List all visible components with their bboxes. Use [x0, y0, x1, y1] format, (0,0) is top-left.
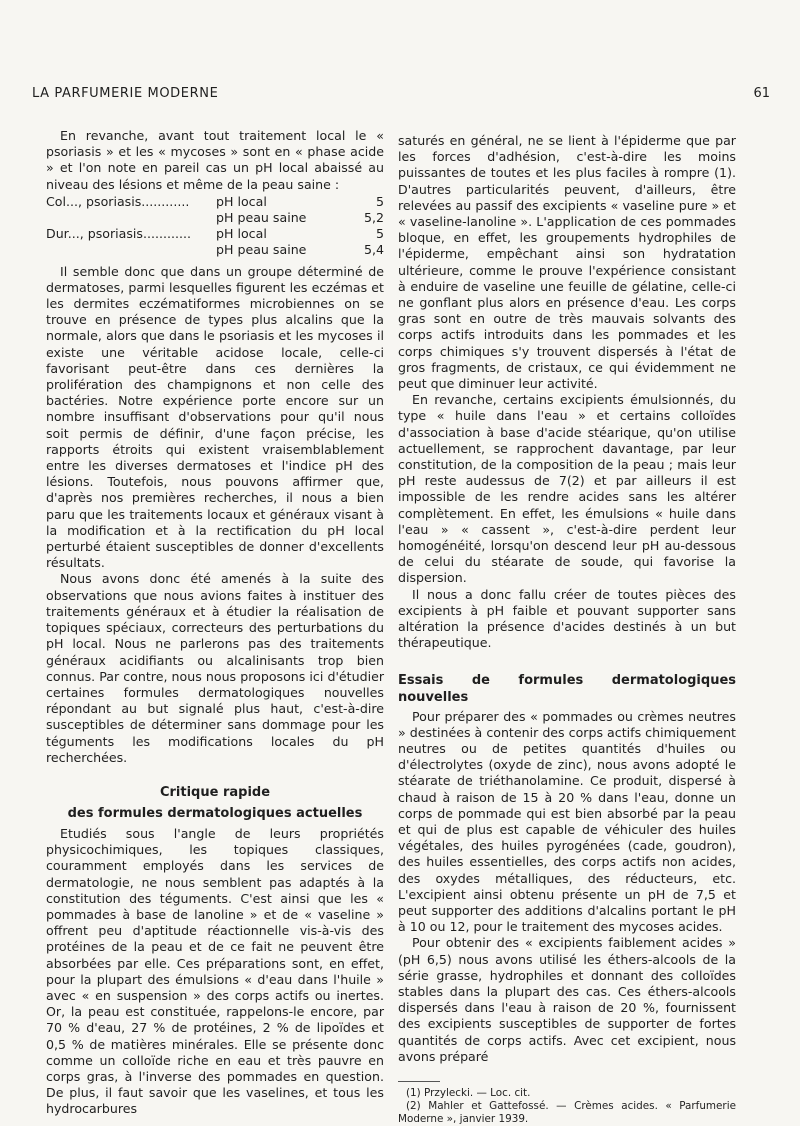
- intro-paragraph: En revanche, avant tout traitement local le « psoriasis » et les « mycoses » sont en « phase acide » et l'on note en pareil cas un pH local abaissé au niveau des lésions et même de la peau saine :: [46, 128, 384, 192]
- patient-cell: [46, 210, 216, 226]
- site-cell: pH peau saine: [216, 242, 307, 258]
- right-column: [398, 133, 736, 1126]
- ph-measurements-table: [46, 194, 384, 259]
- ph-value-cell: 5,4: [363, 242, 384, 258]
- body-paragraph: Pour préparer des « pommades ou crèmes neutres » destinées à contenir des corps actifs chimiquement neutres ou de petites quantités d'huiles ou d'électrolytes (oxyde de zinc), nous avons adopté le stéarate de triéthanolamine. Ce produit, dispersé à chaud à raison de 15 à 20 % dans l'eau, donne un corps de pommade qui est bien absorbé par la peau et qui de plus est capable de véhiculer des huiles végétales, des huiles pyrogénées (cade, goudron), des huiles essentielles, des corps actifs non acides, des oxydes métalliques, des réducteurs, etc. L'excipient ainsi obtenu présente un pH de 7,5 et peut supporter des additions d'alcalins portant le pH à 10 ou 12, pour le traitement des mycoses acides.: [398, 708, 736, 935]
- body-paragraph: Il nous a donc fallu créer de toutes pièces des excipients à pH faible et pouvant supporter sans altération la présence d'acides destinés à un but thérapeutique.: [398, 586, 736, 651]
- body-paragraph: Pour obtenir des « excipients faiblement acides » (pH 6,5) nous avons utilisé les éthers-alcools de la série grasse, hydrophiles et donnant des colloïdes stables dans la plupart des cas. Ces éthers-alcools dispersés dans l'eau à raison de 20 %, fournissent des excipients susceptibles de supporter de fortes quantités de corps actifs. Avec cet excipient, nous avons préparé: [398, 935, 736, 1064]
- patient-cell: [46, 242, 216, 258]
- body-paragraph: En revanche, certains excipients émulsionnés, du type « huile dans l'eau » et certains colloïdes d'association à base d'acide stéarique, qu'on utilise actuellement, se rapprochent davantage, par leur constitution, de la composition de la peau ; mais leur pH reste audessus de 7(2) et par ailleurs il est impossible de les rendre acides sans les altérer complètement. En effet, les émulsions « huile dans l'eau » « cassent », c'est-à-dire perdent leur homogénéité, lorsqu'on descend leur pH au-dessous de celui du stéarate de soude, qui favorise la dispersion.: [398, 392, 736, 586]
- left-column: [46, 128, 384, 1118]
- ph-value-cell: 5,2: [363, 210, 384, 226]
- body-paragraph: Il semble donc que dans un groupe déterminé de dermatoses, parmi lesquelles figurent les eczémas et les dermites eczématiformes microbiennes on se trouve en présence de types plus alcalins que la normale, alors que dans le psoriasis et les mycoses il existe une véritable acidose locale, celle-ci favorisant peut-être dans ces dernières la prolifération des champignons et non celle des bactéries. Notre expérience porte encore sur un nombre insuffisant d'observations pour qu'il nous soit permis de définir, d'une façon précise, les rapports étroits qui existent vraisemblablement entre les diverses dermatoses et l'indice pH des lésions. Toutefois, nous pouvons affirmer que, d'après nos premières recherches, il nous a bien paru que les traitements locaux et généraux visant à la modification et à la rectification du pH local perturbé étaient susceptibles de donner d'excellents résultats.: [46, 263, 384, 571]
- table-row: [46, 226, 384, 242]
- section-heading-line2: des formules dermatologiques actuelles: [67, 805, 363, 821]
- page-number: 61: [753, 86, 770, 101]
- body-paragraph: Etudiés sous l'angle de leurs propriétés physicochimiques, les topiques classiques, couramment employés dans les services de dermatologie, ne nous semblent pas adaptés à la constitution des téguments. C'est ainsi que les « pommades à base de lanoline » et de « vaseline » offrent peu d'aptitude réactionnelle vis-à-vis des protéines de la peau et de ce fait ne peuvent être absorbées par elle. Ces préparations sont, en effet, pour la plupart des émulsions « d'eau dans l'huile » avec « en suspension » des corps actifs ou inertes. Or, la peau est constituée, rappelons-le encore, par 70 % d'eau, 27 % de protéines, 2 % de lipoïdes et 0,5 % de matières minérales. Elle se présente donc comme un colloïde riche en eau et très pauvre en corps gras, à l'inverse des pommades en question. De plus, il faut savoir que les vaselines, et tous les hydrocarbures: [46, 825, 384, 1117]
- footnote-rule: [398, 1081, 440, 1082]
- site-cell: pH local: [216, 193, 267, 209]
- table-row: [46, 242, 384, 258]
- table-row: [46, 194, 384, 210]
- table-row: [46, 210, 384, 226]
- ph-value-cell: 5: [375, 193, 384, 209]
- footnotes: [398, 1081, 736, 1126]
- section-heading: Critique rapide: [159, 784, 271, 800]
- footnote: (2) Mahler et Gattefossé. — Crèmes acides. « Parfumerie Moderne », janvier 1939.: [398, 1099, 736, 1125]
- site-cell: pH local: [216, 226, 267, 242]
- footnote: (1) Przylecki. — Loc. cit.: [406, 1086, 531, 1099]
- ph-value-cell: 5: [375, 226, 384, 242]
- section-heading: Essais de formules dermatologiques nouvelles: [398, 672, 736, 705]
- patient-cell: Col..., psoriasis............: [46, 193, 190, 209]
- body-paragraph: Nous avons donc été amenés à la suite des observations que nous avions faites à instituer des traitements généraux et à étudier la réalisation de topiques spéciaux, correcteurs des perturbations du pH local. Nous ne parlerons pas des traitements généraux acidifiants ou alcalinisants trop bien connus. Par contre, nous nous proposons ici d'étudier certaines formules dermatologiques nouvelles répondant au but signalé plus haut, c'est-à-dire susceptibles de déterminer sans dommage pour les téguments les modifications locales du pH recherchées.: [46, 571, 384, 765]
- patient-cell: Dur..., psoriasis............: [46, 226, 192, 242]
- site-cell: pH peau saine: [216, 210, 307, 226]
- body-paragraph: saturés en général, ne se lient à l'épiderme que par les forces d'adhésion, c'est-à-dire les moins puissantes de toutes et les plus faciles à rompre (1). D'autres particularités peuvent, d'ailleurs, être relevées au passif des excipients « vaseline pure » et « vaseline-lanoline ». L'application de ces pommades bloque, en effet, les groupements hydrophiles de l'épiderme, empêchant ainsi son hydratation ultérieure, comme le prouve l'expérience consistant à enduire de vaseline une feuille de gélatine, celle-ci ne gonflant plus alors en présence d'eau. Les corps gras sont en outre de très mauvais solvants des corps actifs introduits dans les pommades et les corps chimiques s'y trouvent dispersés à l'état de gros fragments, de cristaux, ce qui évidemment ne peut que diminuer leur activité.: [398, 133, 736, 392]
- running-title: LA PARFUMERIE MODERNE: [32, 86, 219, 101]
- page-header: [32, 86, 770, 106]
